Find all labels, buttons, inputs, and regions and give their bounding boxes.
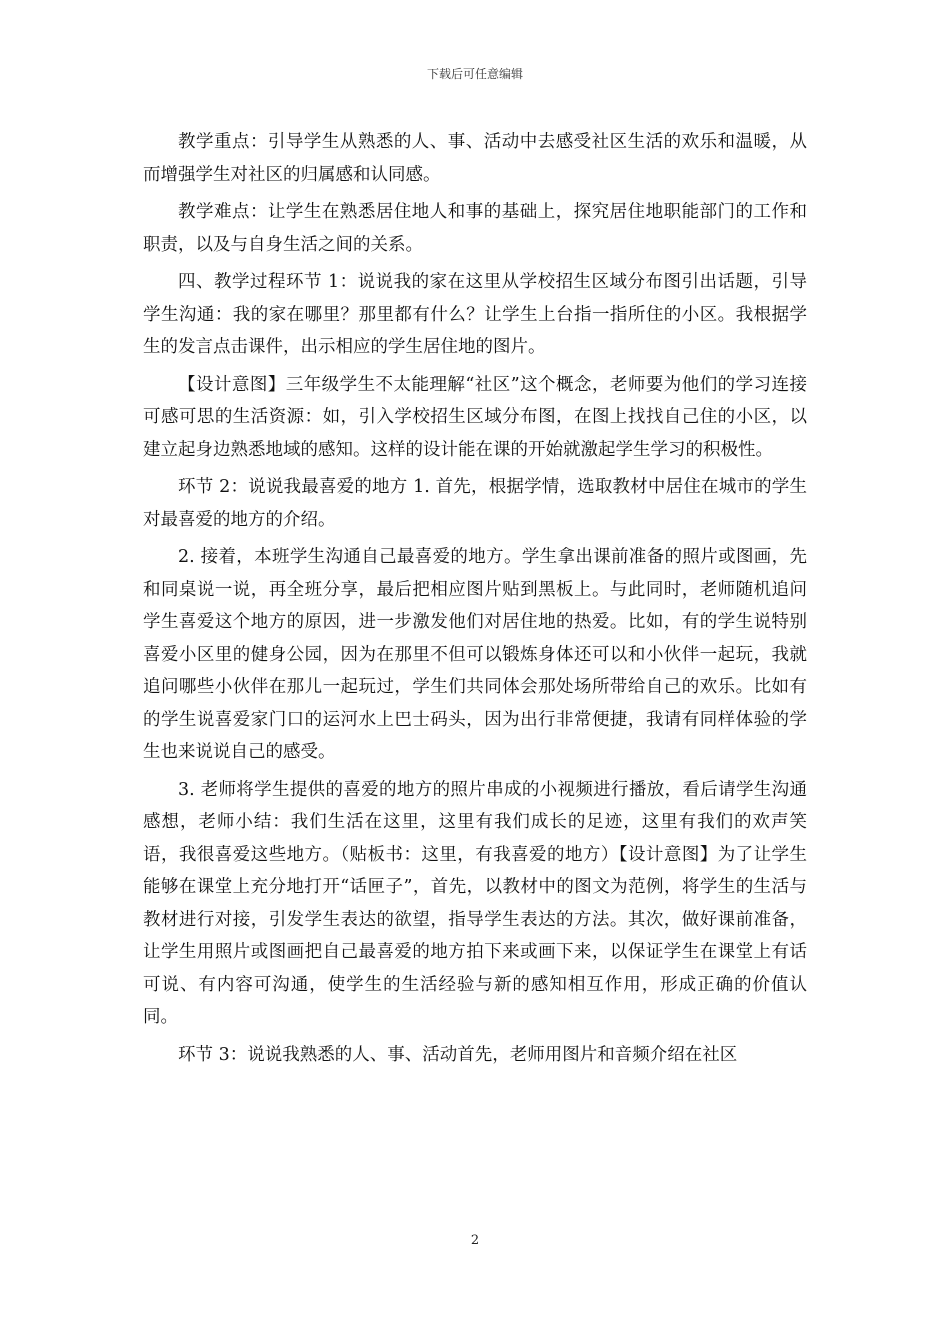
paragraph-process-step-1: 四、教学过程环节 1：说说我的家在这里从学校招生区域分布图引出话题，引导学生沟通：我的家在哪里？那里都有什么？让学生上台指一指所住的小区。我根据学生的发言点击课件，出示相应的学生居住地的图片。 <box>143 272 807 357</box>
paragraph-teaching-focus: 教学重点：引导学生从熟悉的人、事、活动中去感受社区生活的欢乐和温暖，从而增强学生对社区的归属感和认同感。 <box>143 132 807 185</box>
paragraph-step-2-item-3: 3. 老师将学生提供的喜爱的地方的照片串成的小视频进行播放，看后请学生沟通感想，老师小结：我们生活在这里，这里有我们成长的足迹，这里有我们的欢声笑语，我很喜爱这些地方。（贴板书：这里，有我喜爱的地方）【设计意图】为了让学生能够在课堂上充分地打开“话匣子”，首先，以教材中的图文为范例，将学生的生活与教材进行对接，引发学生表达的欲望，指导学生表达的方法。其次，做好课前准备，让学生用照片或图画把自己最喜爱的地方拍下来或画下来，以保证学生在课堂上有话可说、有内容可沟通，使学生的生活经验与新的感知相互作用，形成正确的价值认同。 <box>143 779 807 1027</box>
paragraph-teaching-difficulty: 教学难点：让学生在熟悉居住地人和事的基础上，探究居住地职能部门的工作和职责，以及与自身生活之间的关系。 <box>143 202 807 255</box>
page-number: 2 <box>470 1233 480 1248</box>
page-header: 下载后可任意编辑 <box>426 67 523 81</box>
document-body <box>143 126 807 1076</box>
paragraph-step-2: 环节 2：说说我最喜爱的地方 1. 首先，根据学情，选取教材中居住在城市的学生对最喜爱的地方的介绍。 <box>143 477 807 530</box>
paragraph-design-intent-1: 【设计意图】三年级学生不太能理解“社区”这个概念，老师要为他们的学习连接可感可思的生活资源：如，引入学校招生区域分布图，在图上找找自己住的小区，以建立起身边熟悉地域的感知。这样的设计能在课的开始就激起学生学习的积极性。 <box>143 374 807 460</box>
paragraph-step-3: 环节 3：说说我熟悉的人、事、活动首先，老师用图片和音频介绍在社区 <box>178 1044 738 1065</box>
paragraph-step-2-item-2: 2. 接着，本班学生沟通自己最喜爱的地方。学生拿出课前准备的照片或图画，先和同桌说一说，再全班分享，最后把相应图片贴到黑板上。与此同时，老师随机追问学生喜爱这个地方的原因，进一步激发他们对居住地的热爱。比如，有的学生说特别喜爱小区里的健身公园，因为在那里不但可以锻炼身体还可以和小伙伴一起玩，我就追问哪些小伙伴在那儿一起玩过，学生们共同体会那处场所带给自己的欢乐。比如有的学生说喜爱家门口的运河水上巴士码头，因为出行非常便捷，我请有同样体验的学生也来说说自己的感受。 <box>143 547 807 762</box>
